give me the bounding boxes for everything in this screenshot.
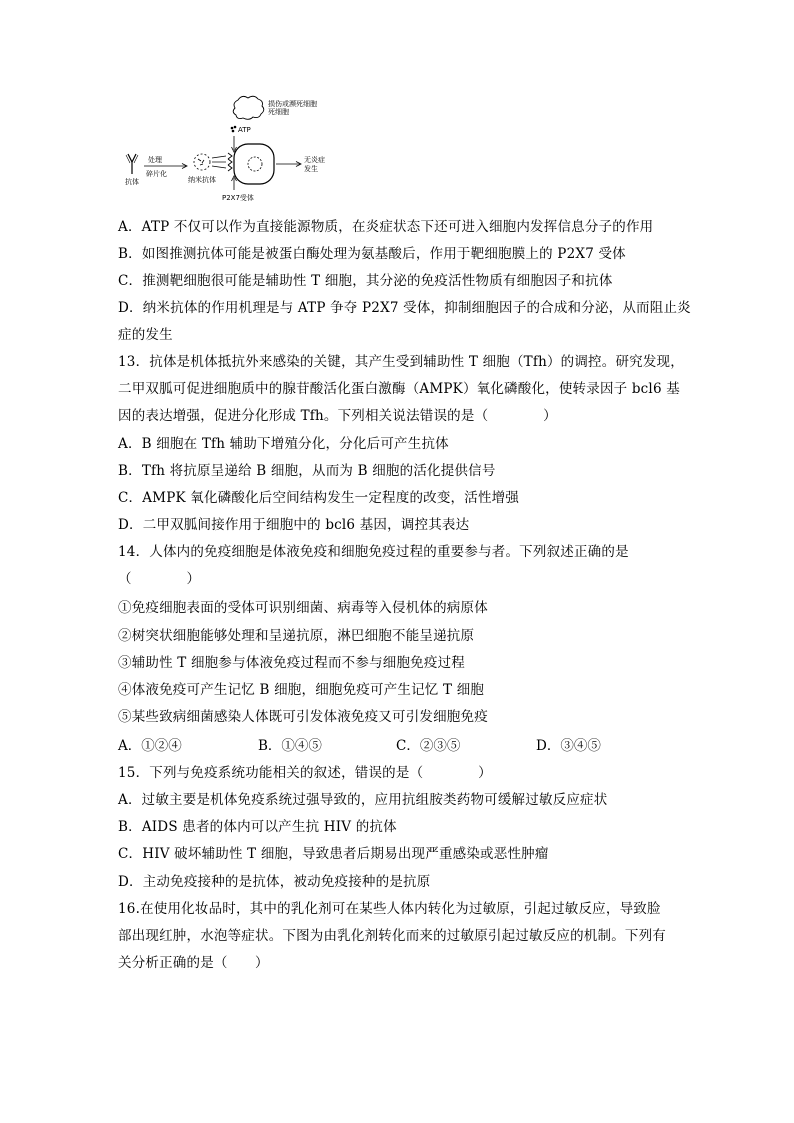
q12-option-c: C．推测靶细胞很可能是辅助性 T 细胞，其分泌的免疫活性物质有细胞因子和抗体 xyxy=(118,273,613,289)
no-inflammation-label: 无炎症 xyxy=(304,156,325,164)
q14-stem-line2: （ ） xyxy=(118,571,201,587)
mechanism-figure xyxy=(118,92,358,202)
antibody-icon xyxy=(126,154,138,174)
svg-text:死细胞: 死细胞 xyxy=(268,108,289,116)
damaged-cell-label: 损伤或濒死细胞 xyxy=(268,100,317,108)
process-label: 处理 xyxy=(148,156,162,164)
q12-option-d-line1: D．纳米抗体的作用机理是与 ATP 争夺 P2X7 受体，抑制细胞因子的合成和分泌，从而阻止炎 xyxy=(118,300,691,316)
q14-option-a: A．①②④ xyxy=(118,738,182,754)
receptor-label: P2X7受体 xyxy=(222,194,254,202)
q13-option-b: B．Tfh 将抗原呈递给 B 细胞，从而为 B 细胞的活化提供信号 xyxy=(118,463,496,479)
q14-option-d: D．③④⑤ xyxy=(536,738,601,754)
q13-stem-line3: 因的表达增强，促进分化形成 Tfh。下列相关说法错误的是（ ） xyxy=(118,408,557,424)
nucleus-icon xyxy=(248,157,262,171)
q12-option-b: B．如图推测抗体可能是被蛋白酶处理为氨基酸后，作用于靶细胞膜上的 P2X7 受体 xyxy=(118,246,626,262)
target-cell xyxy=(234,144,274,184)
q14-option-b: B．①④⑤ xyxy=(258,738,322,754)
q14-statement-4: ④体液免疫可产生记忆 B 细胞，细胞免疫可产生记忆 T 细胞 xyxy=(118,682,485,698)
q14-statement-5: ⑤某些致病细菌感染人体既可引发体液免疫又可引发细胞免疫 xyxy=(118,709,488,725)
damaged-cell-shape xyxy=(233,96,264,119)
q13-option-d: D．二甲双胍间接作用于细胞中的 bcl6 基因，调控其表达 xyxy=(118,517,470,533)
q14-option-c: C．②③⑤ xyxy=(396,738,461,754)
q12-option-a: A．ATP 不仅可以作为直接能源物质，在炎症状态下还可进入细胞内发挥信息分子的作用 xyxy=(118,219,654,235)
occur-label: 发生 xyxy=(304,165,318,173)
q15-stem: 15．下列与免疫系统功能相关的叙述，错误的是（ ） xyxy=(118,765,492,781)
q15-option-a: A．过敏主要是机体免疫系统过强导致的，应用抗组胺类药物可缓解过敏反应症状 xyxy=(118,792,608,808)
q13-option-a: A．B 细胞在 Tfh 辅助下增殖分化，分化后可产生抗体 xyxy=(118,436,449,452)
nanobody-label: 纳米抗体 xyxy=(188,176,216,184)
q14-statement-2: ②树突状细胞能够处理和呈递抗原，淋巴细胞不能呈递抗原 xyxy=(118,628,475,644)
fragment-label: 碎片化 xyxy=(146,170,167,178)
antibody-label: 抗体 xyxy=(125,178,139,186)
q12-option-d-line2: 症的发生 xyxy=(118,327,173,343)
q14-stem-line1: 14．人体内的免疫细胞是体液免疫和细胞免疫过程的重要参与者。下列叙述正确的是 xyxy=(118,544,629,560)
q16-stem-line3: 关分析正确的是（ ） xyxy=(118,955,269,971)
atp-label: ATP xyxy=(238,126,251,134)
q14-options xyxy=(118,736,638,756)
q13-stem-line2: 二甲双胍可促进细胞质中的腺苷酸活化蛋白激酶（AMPK）氧化磷酸化，使转录因子 bcl6 基 xyxy=(118,381,680,397)
q15-option-b: B．AIDS 患者的体内可以产生抗 HIV 的抗体 xyxy=(118,819,397,835)
q15-option-d: D．主动免疫接种的是抗体，被动免疫接种的是抗原 xyxy=(118,874,431,890)
q14-statement-1: ①免疫细胞表面的受体可识别细菌、病毒等入侵机体的病原体 xyxy=(118,600,488,616)
q15-option-c: C．HIV 破坏辅助性 T 细胞，导致患者后期易出现严重感染或恶性肿瘤 xyxy=(118,846,549,862)
q14-statement-3: ③辅助性 T 细胞参与体液免疫过程而不参与细胞免疫过程 xyxy=(118,655,465,671)
q16-stem-line1: 16.在使用化妆品时，其中的乳化剂可在某些人体内转化为过敏原，引起过敏反应，导致脸 xyxy=(118,901,661,917)
q13-stem-line1: 13．抗体是机体抵抗外来感染的关键，其产生受到辅助性 T 细胞（Tfh）的调控。研究发现， xyxy=(118,354,684,370)
q13-option-c: C．AMPK 氧化磷酸化后空间结构发生一定程度的改变，活性增强 xyxy=(118,490,520,506)
nanobody-icon xyxy=(194,154,210,170)
q16-stem-line2: 部出现红肿，水泡等症状。下图为由乳化剂转化而来的过敏原引起过敏反应的机制。下列有 xyxy=(118,928,666,944)
